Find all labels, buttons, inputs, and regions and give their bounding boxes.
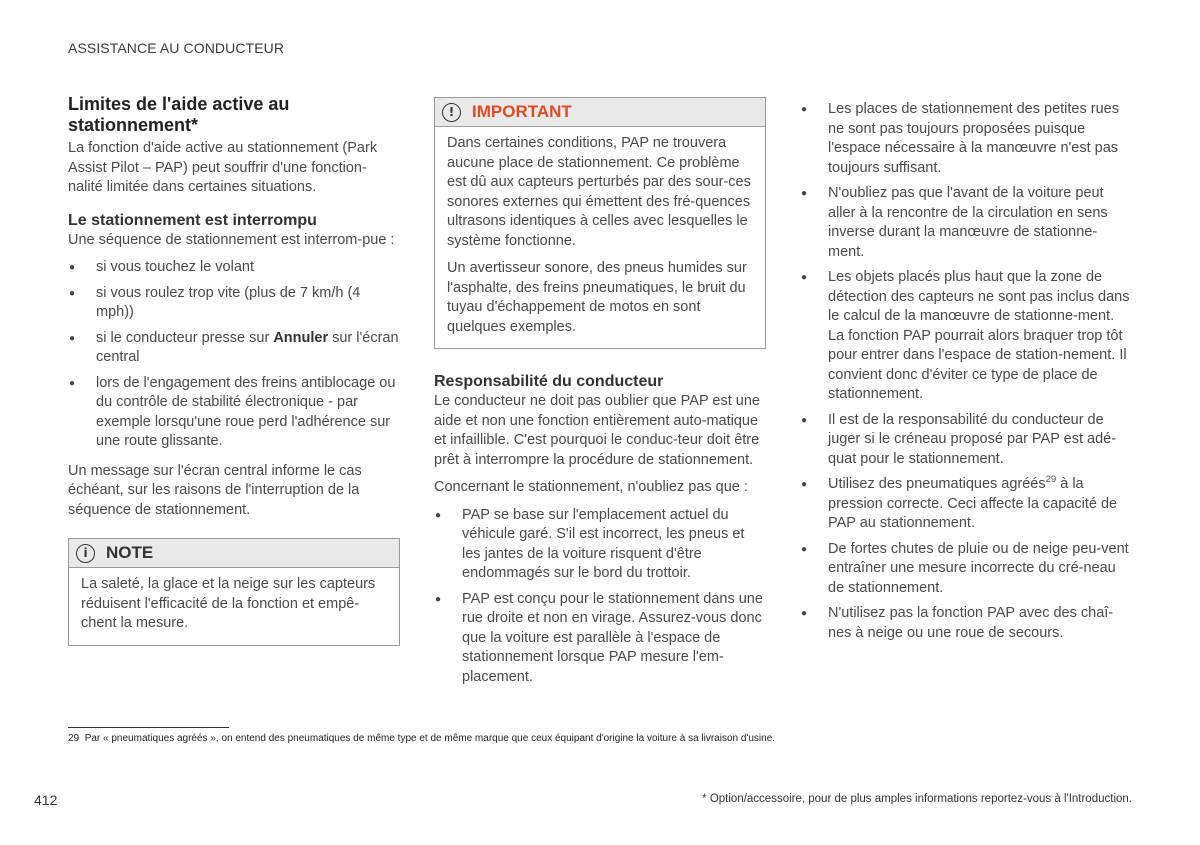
important-box: [434, 97, 766, 349]
column-left: [68, 94, 400, 646]
list-item: ● De fortes chutes de pluie ou de neige peu-vent entraîner une mesure incorrecte du cré-neau de stationnement.: [800, 540, 1132, 599]
reminder-paragraph: Concernant le stationnement, n'oubliez pas que :: [434, 479, 748, 495]
important-header: [435, 98, 765, 127]
list-item: ● lors de l'engagement des freins antiblocage ou du contrôle de stabilité électronique - par exemple lorsqu'une roue perd l'adhérence sur une route glissante.: [68, 374, 400, 452]
important-body: [435, 127, 765, 348]
footnote: [68, 733, 775, 744]
list-item-text: sur l'écran central: [96, 329, 399, 365]
list-item: ● Il est de la responsabilité du conducteur de juger si le créneau proposé par PAP est adé-quat pour le stationnement.: [800, 411, 1132, 470]
important-paragraph: Dans certaines conditions, PAP ne trouvera aucune place de stationnement. Ce problème est dû aux capteurs perturbés par des sour-ces sonores externes qui émettent des fré-quences ultrasons identiques à celles avec lesquelles le système fonctionne.: [447, 135, 751, 249]
list-item-text: à la pression correcte. Ceci affecte la capacité de PAP au stationnement.: [828, 476, 1118, 531]
list-item: [800, 475, 1132, 534]
list-item: ● N'utilisez pas la fonction PAP avec des chaî-nes à neige ou une roue de secours.: [800, 604, 1132, 643]
note-title: NOTE: [106, 543, 154, 562]
subheading-interrupted: Le stationnement est interrompu: [68, 211, 317, 229]
section-title: ASSISTANCE AU CONDUCTEUR: [68, 40, 285, 56]
reminder-list: [434, 506, 766, 688]
intro-paragraph: La fonction d'aide active au stationnement (Park Assist Pilot – PAP) peut souffrir d'une fonction-nalité limitée dans certaines situations.: [68, 140, 378, 195]
interruption-list: [68, 258, 400, 452]
note-header: [69, 539, 399, 568]
subheading-responsibility: Responsabilité du conducteur: [434, 373, 664, 390]
list-item: ● N'oubliez pas que l'avant de la voiture peut aller à la rencontre de la circulation en sens inverse durant la manœuvre de stationne-ment.: [800, 184, 1132, 262]
annuler-label: Annuler: [273, 329, 329, 346]
interrupted-intro: Une séquence de stationnement est interrom-pue :: [68, 231, 395, 248]
footnote-divider: [68, 727, 229, 728]
list-item: ● Les objets placés plus haut que la zone de détection des capteurs ne sont pas inclus dans le calcul de la manœuvre de stationne-ment. La fonction PAP pourrait alors braquer trop tôt pour entrer dans l'espace de station-nement. Il convient donc d'éviter ce type de place de stationnement.: [800, 268, 1132, 405]
limitations-list: [800, 100, 1132, 643]
page-title: Limites de l'aide active au stationnement*: [68, 94, 290, 135]
column-middle: [434, 97, 766, 693]
message-paragraph: Un message sur l'écran central informe le cas échéant, sur les raisons de l'interruption de la séquence de stationnement.: [68, 462, 362, 518]
list-item: [68, 329, 400, 368]
list-item: ● PAP est conçu pour le stationnement dans une rue droite et non en virage. Assurez-vous donc que la voiture est parallèle à l'espace de stationnement lorsque PAP mesure l'em-placement.: [434, 590, 766, 688]
page-number: 412: [34, 792, 58, 808]
footnote-text: Par « pneumatiques agréés », on entend des pneumatiques de même type et de même marque que ceux équipant d'origine la voiture à sa livraison d'usine.: [84, 733, 776, 744]
responsibility-paragraph: Le conducteur ne doit pas oublier que PAP est une aide et non une fonction entièrement auto-matique et infaillible. C'est pourquoi le conduc-teur doit être prêt à interrompre la procédure de stationnement.: [434, 393, 760, 468]
list-item-text: Utilisez des pneumatiques agréés: [828, 476, 1046, 492]
footnote-number: 29: [68, 733, 80, 744]
footnote-ref: 29: [1045, 474, 1057, 486]
list-item: ● si vous roulez trop vite (plus de 7 km/h (4 mph)): [68, 284, 400, 323]
option-note: * Option/accessoire, pour de plus amples informations reportez-vous à l'Introduction.: [702, 793, 1132, 805]
note-box: [68, 538, 400, 646]
warning-icon: !: [442, 103, 461, 122]
column-right: [800, 94, 1132, 649]
important-title: IMPORTANT: [472, 102, 572, 121]
list-item: ● si vous touchez le volant: [68, 258, 400, 278]
info-icon: i: [76, 544, 95, 563]
list-item-text: si le conducteur presse sur: [96, 329, 274, 346]
note-body: [69, 568, 399, 645]
note-text: La saleté, la glace et la neige sur les capteurs réduisent l'efficacité de la fonction et empê-chent la mesure.: [81, 576, 376, 631]
important-paragraph: Un avertisseur sonore, des pneus humides sur l'asphalte, des freins pneumatiques, le bruit du tuyau d'échappement de motos en sont quelques exemples.: [447, 260, 747, 335]
list-item: ● PAP se base sur l'emplacement actuel du véhicule garé. S'il est incorrect, les pneus et les jantes de la voiture risquent d'être endommagés sur le bord du trottoir.: [434, 506, 766, 584]
list-item: ● Les places de stationnement des petites rues ne sont pas toujours proposées puisque l'espace nécessaire à la manœuvre n'est pas toujours suffisant.: [800, 100, 1132, 178]
